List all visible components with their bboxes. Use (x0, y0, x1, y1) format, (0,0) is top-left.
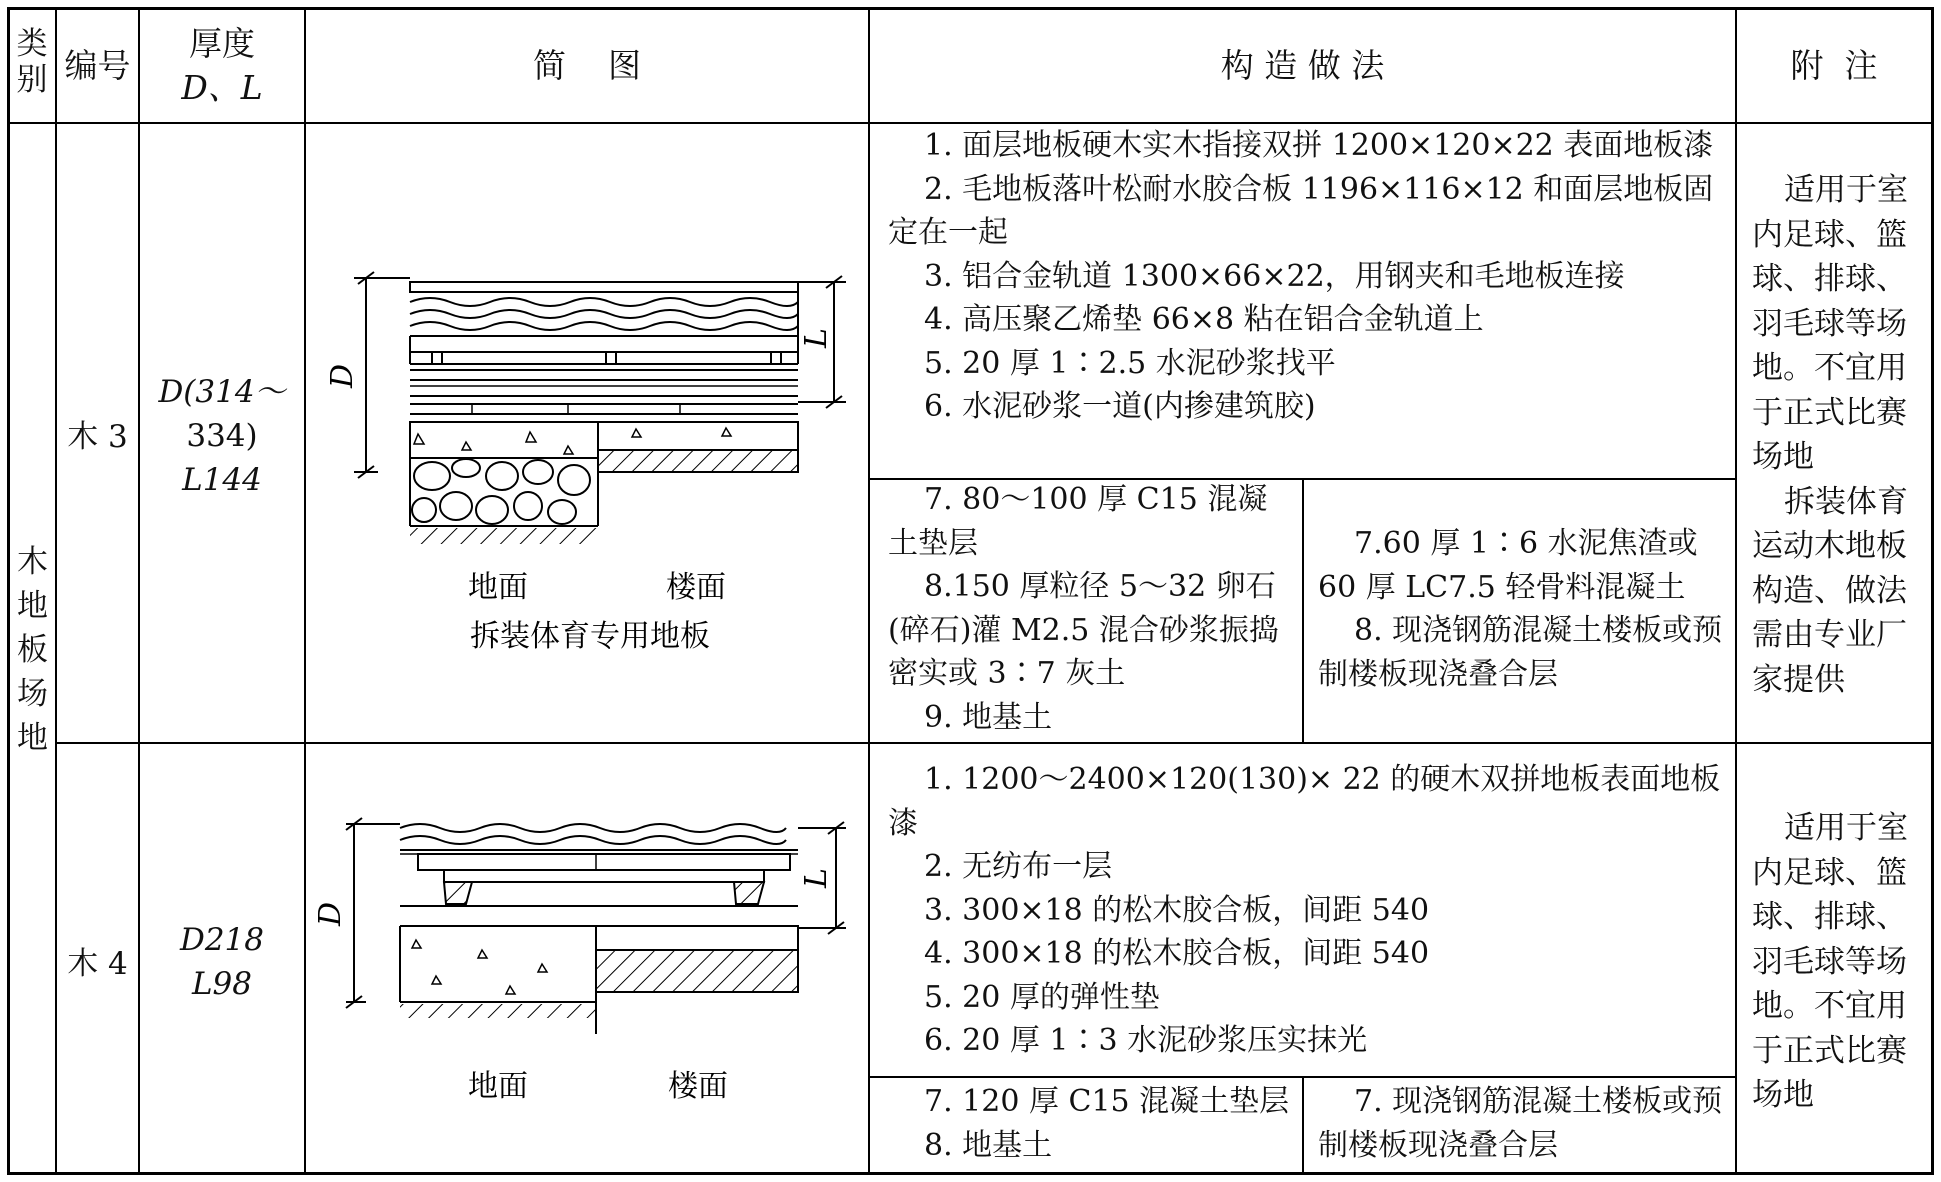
row2-ground-8: 8. 地基土 (924, 1127, 1053, 1163)
row1-note (1752, 168, 1924, 702)
row1-section-diagram (306, 124, 868, 742)
row2-method-ground (888, 1080, 1294, 1167)
row2-method-2: 2. 无纺布一层 (924, 849, 1113, 884)
row1-ground-7: 7. 80～100 厚 C15 混凝土垫层 (888, 482, 1268, 561)
row2-ground-7: 7. 120 厚 C15 混凝土垫层 (924, 1084, 1290, 1119)
row1-method-ground (888, 478, 1294, 739)
header-number: 编号 (64, 46, 131, 85)
row2-label-l: L (799, 868, 834, 888)
row1-caption: 拆装体育专用地板 (470, 619, 710, 654)
row2-section-diagram (306, 744, 868, 1174)
row2-thickness-2: L98 (191, 966, 253, 1002)
row1-label-d: D (325, 363, 360, 389)
row1-number: 木 3 (67, 419, 128, 455)
row1-method-5: 5. 20 厚 1∶2.5 水泥砂浆找平 (924, 345, 1336, 381)
row1-method-common (888, 124, 1724, 429)
row2-thickness-1: D218 (179, 922, 265, 958)
row1-note-2: 拆装体育运动木地板构造、做法需由专业厂家提供 (1752, 483, 1908, 698)
table-border-bottom (7, 1172, 1934, 1175)
row2-method-6: 6. 20 厚 1∶3 水泥砂浆压实抹光 (924, 1023, 1368, 1058)
method-vsplit-row2 (1302, 1076, 1304, 1174)
row1-ground-9: 9. 地基土 (924, 699, 1053, 735)
row1-note-1: 适用于室内足球、篮球、排球、羽毛球等场地。不宜用于正式比赛场地 (1752, 172, 1908, 475)
row1-floor-7: 7.60 厚 1∶6 水泥焦渣或 60 厚 LC7.5 轻骨料混凝土 (1318, 526, 1698, 605)
row2-label-d: D (313, 901, 348, 927)
row2-ground-label: 地面 (468, 1069, 528, 1104)
row1-floor-8: 8. 现浇钢筋混凝土楼板或预制楼板现浇叠合层 (1318, 613, 1723, 692)
row1-floor-label: 楼面 (666, 570, 726, 605)
row2-floor-label: 楼面 (668, 1069, 728, 1104)
row2-method-5: 5. 20 厚的弹性垫 (924, 979, 1160, 1015)
row1-method-6: 6. 水泥砂浆一道(内掺建筑胶) (924, 389, 1316, 424)
row2-note-1: 适用于室内足球、篮球、排球、羽毛球等场地。不宜用于正式比赛场地 (1752, 810, 1908, 1113)
col-line-4 (868, 7, 870, 1175)
row1-thickness-1: D(314～ (158, 374, 286, 410)
row1-method-4: 4. 高压聚乙烯垫 66×8 粘在铝合金轨道上 (924, 302, 1484, 337)
row1-method-3: 3. 铝合金轨道 1300×66×22，用钢夹和毛地板连接 (924, 258, 1625, 294)
col-line-5 (1735, 7, 1737, 1175)
row1-label-l: L (799, 328, 834, 348)
row2-number: 木 4 (67, 946, 128, 982)
header-thickness-line1: 厚度 (189, 24, 255, 63)
row2-method-1: 1. 1200～2400×120(130)× 22 的硬木双拼地板表面地板漆 (888, 762, 1721, 841)
header-note: 附 注 (1790, 46, 1878, 85)
row2-method-3: 3. 300×18 的松木胶合板，间距 540 (924, 892, 1430, 928)
method-vsplit-row1 (1302, 478, 1304, 742)
col-line-1 (55, 7, 57, 1175)
table-border-top (7, 7, 1934, 10)
row2-method-4: 4. 300×18 的松木胶合板，间距 540 (924, 936, 1430, 971)
row1-method-2: 2. 毛地板落叶松耐水胶合板 1196×116×12 和面层地板固定在一起 (888, 171, 1714, 250)
row1-method-floor (1318, 522, 1728, 696)
row1-ground-8: 8.150 厚粒径 5～32 卵石(碎石)灌 M2.5 混合砂浆振捣密实或 3∶7 灰土 (888, 569, 1279, 691)
header-method: 构 造 做 法 (1220, 46, 1385, 85)
header-diagram: 简 图 (533, 46, 641, 85)
row2-floor-7: 7. 现浇钢筋混凝土楼板或预制楼板现浇叠合层 (1318, 1084, 1723, 1163)
table-border-right (1931, 7, 1934, 1175)
row1-ground-label: 地面 (468, 570, 528, 605)
row2-method-common (888, 758, 1724, 1063)
row1-thickness-2: 334) (186, 418, 258, 454)
header-category: 类别 (16, 26, 48, 98)
header-thickness-line2: D、L (181, 68, 263, 107)
row2-method-floor (1318, 1080, 1728, 1167)
row1-method-1: 1. 面层地板硬木实木指接双拼 1200×120×22 表面地板漆 (924, 128, 1714, 163)
category-label: 木地板场地 (17, 544, 48, 756)
row1-thickness-3: L144 (182, 462, 262, 498)
row2-note (1752, 806, 1924, 1118)
